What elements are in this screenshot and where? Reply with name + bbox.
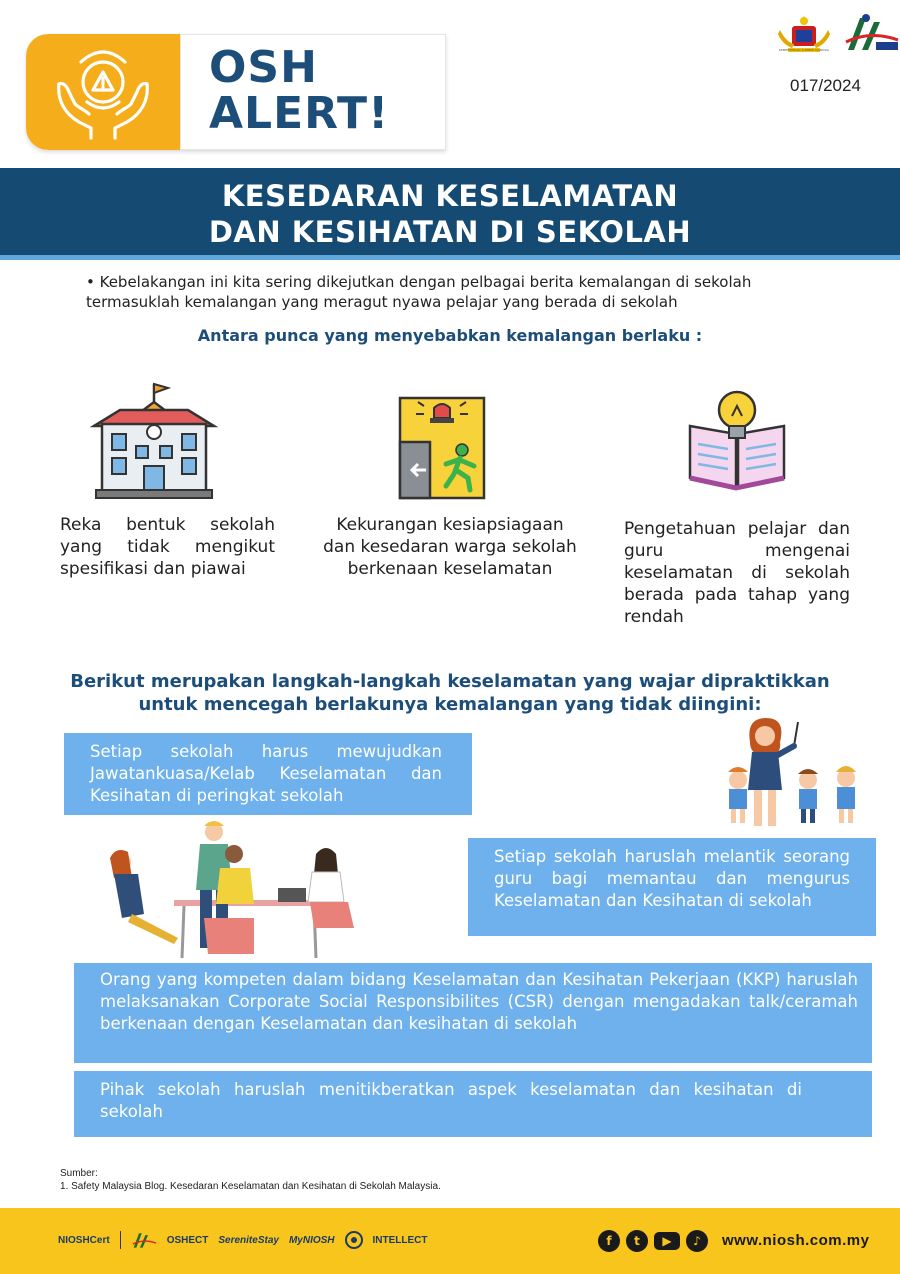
steps-heading — [0, 670, 900, 716]
twitter-icon[interactable]: t — [626, 1230, 648, 1252]
intro-paragraph: • Kebelakangan ini kita sering dikejutkan dengan pelbagai berita kemalangan di sekolah termasuklah kemalangan yang meragut nyawa pelajar yang berada di sekolah — [86, 273, 752, 311]
partner-oshect-logo: OSHECT — [166, 1234, 209, 1246]
school-building-icon — [90, 380, 218, 504]
niosh-small-logo — [131, 1230, 157, 1250]
alert-icon-panel — [26, 34, 180, 150]
issue-number: 017/2024 — [790, 76, 861, 95]
cause-text-knowledge: Pengetahuan pelajar dan guru mengenai keselamatan di sekolah berada pada tahap yang rendah — [624, 519, 850, 627]
ministry-logo-caption: KEMENTERIAN SUMBER MANUSIA — [778, 48, 830, 52]
cause-text-preparedness: Kekurangan kesiapsiagaan dan kesedaran warga sekolah berkenaan keselamatan — [323, 515, 577, 579]
cause-text-design: Reka bentuk sekolah yang tidak mengikut spesifikasi dan piawai — [60, 515, 275, 579]
step-box-school-emphasis: Pihak sekolah haruslah menitikberatkan aspek keselamatan dan kesihatan di sekolah — [74, 1071, 872, 1137]
title-banner — [0, 168, 900, 260]
tiktok-icon[interactable]: ♪ — [686, 1230, 708, 1252]
facebook-icon[interactable]: f — [598, 1230, 620, 1252]
step-box-teacher: Setiap sekolah haruslah melantik seorang guru bagi memantau dan mengurus Keselamatan dan Kesihatan di sekolah — [468, 838, 876, 936]
partner-intellect-logo: INTELLECT — [372, 1234, 428, 1246]
partner-nioshcert-logo: NIOSHCert — [58, 1234, 110, 1246]
partner-myniosh-logo: MyNIOSH — [288, 1234, 335, 1246]
social-links — [598, 1230, 708, 1252]
emergency-exit-icon — [396, 394, 492, 502]
website-link[interactable]: www.niosh.com.my — [722, 1232, 870, 1249]
partner-emblem-icon — [345, 1231, 363, 1249]
partner-separator — [120, 1231, 121, 1249]
step-box-csr-talk: Orang yang kompeten dalam bidang Keselamatan dan Kesihatan Pekerjaan (KKP) haruslah melaksanakan Corporate Social Responsibilites (CSR) dengan mengadakan talk/ceramah berkenaan dengan Keselamatan dan kesihatan di sekolah — [74, 963, 872, 1063]
steps-heading-line2: untuk mencegah berlakunya kemalangan yang tidak diingini: — [138, 694, 762, 715]
source-citation — [60, 1167, 441, 1193]
banner-title-line2: DAN KESIHATAN DI SEKOLAH — [208, 215, 692, 249]
source-label: Sumber: — [60, 1168, 98, 1179]
alert-title — [180, 34, 446, 150]
step-box-committee: Setiap sekolah harus mewujudkan Jawatankuasa/Kelab Keselamatan dan Kesihatan di peringkat sekolah — [64, 733, 472, 815]
meeting-people-illustration — [104, 818, 360, 964]
alert-title-line1: OSH — [209, 42, 318, 93]
steps-heading-line1: Berikut merupakan langkah-langkah keselamatan yang wajar dipraktikkan — [70, 671, 830, 692]
alert-title-line2: ALERT! — [209, 88, 390, 139]
teacher-students-illustration — [716, 712, 870, 838]
source-item: 1. Safety Malaysia Blog. Kesedaran Keselamatan dan Kesihatan di Sekolah Malaysia. — [60, 1181, 441, 1192]
banner-title-line1: KESEDARAN KESELAMATAN — [221, 179, 679, 213]
partner-logos — [58, 1230, 428, 1250]
partner-serenitestay-logo: SereniteStay — [218, 1234, 279, 1246]
footer-bar — [0, 1208, 900, 1274]
causes-heading: Antara punca yang menyebabkan kemalangan berlaku : — [197, 326, 703, 345]
osh-alert-badge — [26, 34, 446, 150]
book-lightbulb-icon — [686, 386, 788, 494]
youtube-icon[interactable]: ▶ — [654, 1232, 680, 1250]
niosh-logo — [842, 12, 900, 54]
hands-warning-icon — [51, 44, 155, 140]
